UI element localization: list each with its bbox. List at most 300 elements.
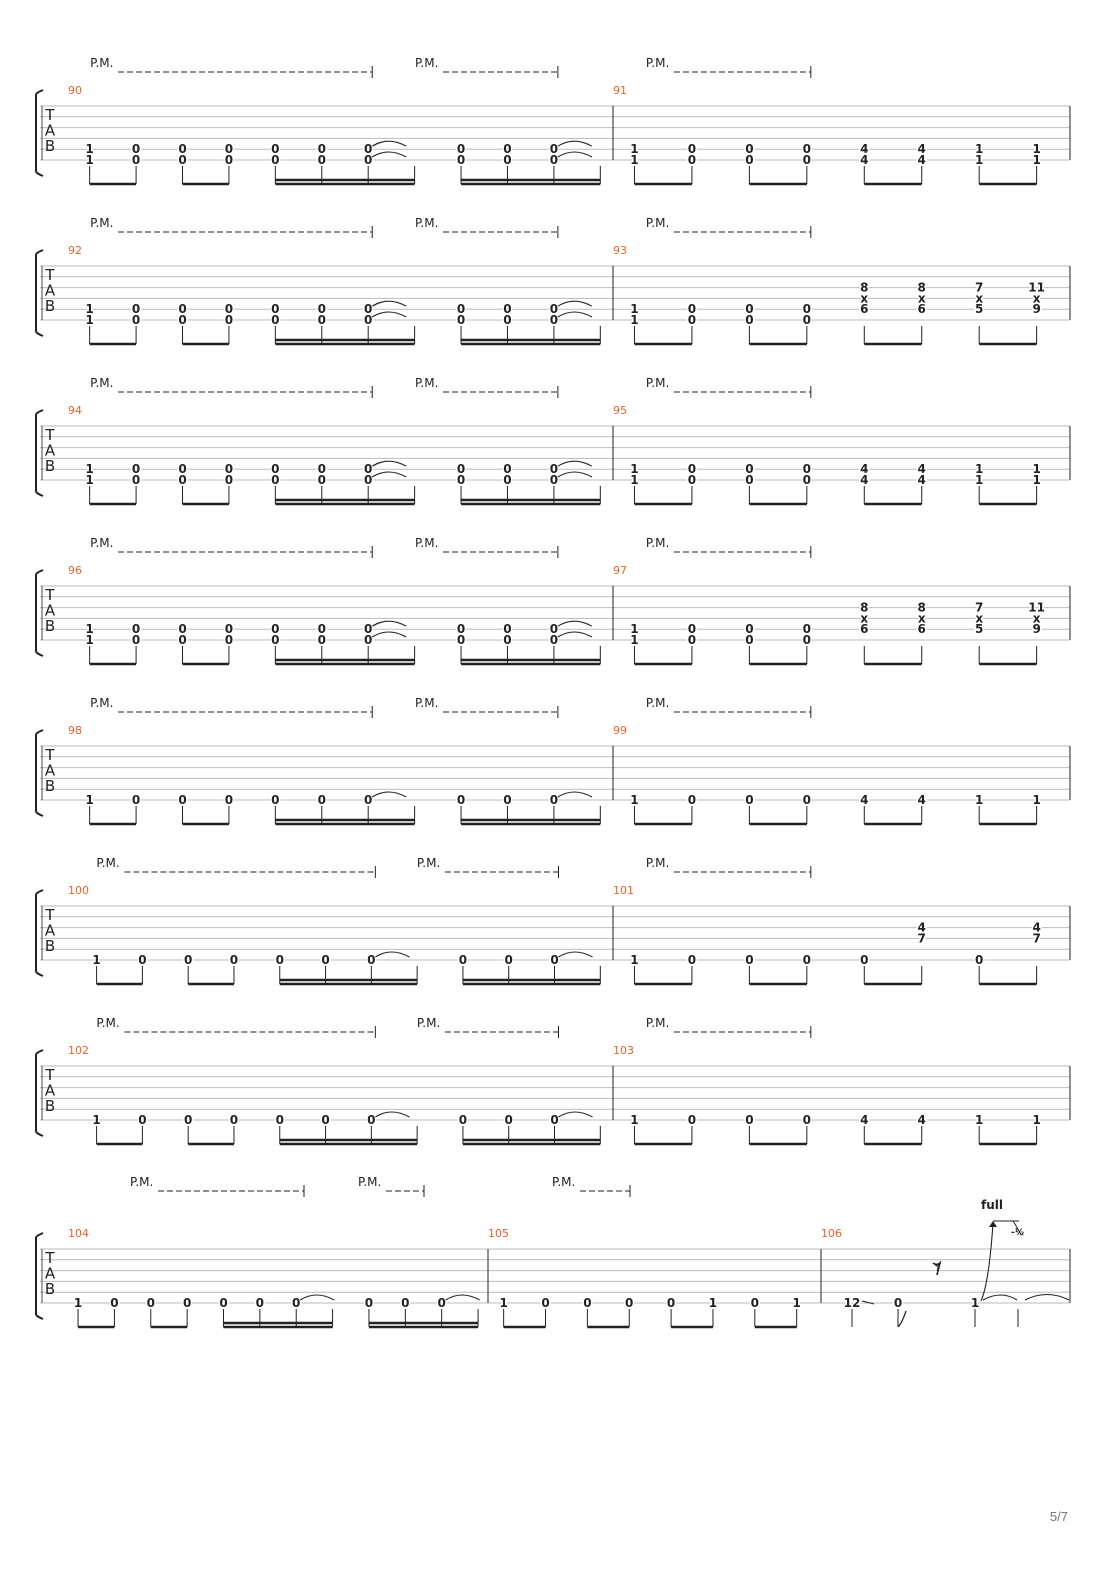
fret-number: 1 — [499, 1296, 508, 1310]
tab-clef-letter: B — [44, 137, 56, 155]
fret-number: 0 — [317, 313, 326, 327]
measure-number: 97 — [613, 564, 627, 577]
palm-mute-label: P.M. — [96, 856, 120, 870]
tab-system — [36, 536, 1070, 664]
fret-number: 7 — [975, 280, 984, 295]
fret-number: 11 — [1028, 600, 1045, 615]
fret-number: 0 — [687, 302, 697, 317]
fret-number: 4 — [917, 153, 926, 167]
bend-curve — [981, 1223, 993, 1301]
bend-arrow — [989, 1221, 997, 1227]
fret-number: 1 — [85, 142, 94, 157]
fret-number: 1 — [708, 1296, 718, 1310]
palm-mute-label: P.M. — [90, 696, 114, 710]
fret-number: 1 — [630, 953, 639, 967]
fret-number: 1 — [1032, 793, 1041, 807]
fret-number: 0 — [224, 462, 234, 477]
fret-number: 0 — [178, 633, 187, 647]
fret-number: 0 — [549, 153, 559, 167]
palm-mute-label: P.M. — [130, 1175, 154, 1189]
fret-number: 1 — [630, 633, 639, 647]
measure-number: 101 — [613, 884, 634, 897]
measure — [68, 856, 600, 984]
measure-number: 95 — [613, 404, 627, 417]
tie-arc — [558, 472, 592, 477]
fret-number: 0 — [321, 953, 330, 967]
fret-number: 1 — [975, 153, 984, 167]
fret-number: 0 — [178, 153, 187, 167]
fret-number: 8 — [917, 280, 926, 295]
tab-system — [36, 1175, 1070, 1327]
fret-number: 0 — [503, 153, 512, 167]
tab-clef-letter: T — [45, 426, 55, 444]
tab-clef-letter: A — [44, 281, 56, 300]
fret-number: 0 — [224, 153, 234, 167]
fret-number: 0 — [456, 633, 466, 647]
fret-number: 0 — [503, 302, 512, 317]
fret-number: 0 — [224, 313, 234, 327]
palm-mute-label: P.M. — [645, 376, 670, 390]
fret-number: 4 — [917, 793, 926, 807]
tie-arc — [372, 472, 406, 477]
tie-arc — [372, 141, 406, 146]
fret-number: 0 — [503, 473, 512, 487]
fret-number: 0 — [317, 462, 326, 477]
measure-number: 102 — [68, 1044, 89, 1057]
fret-number: 0 — [224, 142, 234, 157]
fret-number: 11 — [1028, 280, 1045, 295]
fret-number: 0 — [219, 1296, 228, 1310]
fret-number: 0 — [503, 622, 512, 637]
fret-number: 0 — [178, 793, 187, 807]
fret-number: 0 — [893, 1296, 903, 1310]
fret-number: 0 — [183, 1113, 193, 1127]
fret-number: 0 — [802, 142, 812, 157]
fret-number: 0 — [138, 953, 147, 967]
palm-mute-label: P.M. — [415, 536, 439, 550]
fret-number: 0 — [183, 953, 193, 967]
palm-mute-label: P.M. — [358, 1175, 382, 1189]
fret-number: 0 — [503, 462, 512, 477]
fret-number: 8 — [917, 600, 926, 615]
fret-number: 1 — [630, 473, 639, 487]
fret-number: 5 — [975, 622, 984, 637]
fret-number: 12 — [843, 1296, 861, 1310]
measure-number: 98 — [68, 724, 82, 737]
tab-clef-letter: B — [44, 617, 56, 635]
tie-arc — [372, 301, 406, 306]
fret-number: 1 — [73, 1296, 83, 1310]
fret-number: 0 — [271, 302, 280, 317]
fret-number: x — [975, 611, 984, 626]
fret-number: 0 — [178, 622, 187, 637]
palm-mute-label: P.M. — [645, 216, 670, 230]
tab-clef-letter: T — [45, 266, 55, 284]
fret-number: 0 — [975, 953, 984, 967]
fret-number: 1 — [630, 142, 639, 157]
fret-number: 0 — [271, 313, 280, 327]
fret-number: 7 — [1032, 931, 1041, 946]
fret-number: x — [917, 291, 926, 306]
fret-number: 1 — [85, 462, 94, 477]
fret-number: 0 — [182, 1296, 192, 1310]
fret-number: 0 — [229, 1113, 239, 1127]
measure — [68, 536, 600, 664]
eighth-rest: 𝄾 — [935, 1258, 940, 1277]
fret-number: 1 — [1032, 142, 1041, 157]
fret-number: x — [1032, 611, 1041, 626]
fret-number: 0 — [321, 1113, 330, 1127]
tab-clef-letter: T — [45, 906, 55, 924]
fret-number: 4 — [917, 1113, 926, 1127]
bend-amount: full — [981, 1198, 1003, 1212]
tie-arc — [372, 152, 406, 157]
fret-number: 4 — [1032, 920, 1041, 935]
fret-number: 1 — [975, 142, 984, 157]
fret-number: 0 — [224, 622, 234, 637]
palm-mute-label: P.M. — [645, 56, 670, 70]
fret-number: 7 — [917, 931, 926, 946]
fret-number: 1 — [85, 313, 94, 327]
fret-number: 0 — [456, 622, 466, 637]
measure-number: 91 — [613, 84, 627, 97]
fret-number: 0 — [364, 633, 373, 647]
fret-number: 0 — [317, 633, 326, 647]
fret-number: 1 — [92, 953, 101, 967]
tab-system — [36, 696, 1070, 824]
fret-number: 1 — [92, 1113, 101, 1127]
fret-number: 0 — [138, 1113, 147, 1127]
fret-number: x — [860, 611, 869, 626]
fret-number: 0 — [687, 953, 697, 967]
tie-arc — [372, 461, 406, 466]
fret-number: 0 — [275, 1113, 284, 1127]
fret-number: 1 — [630, 302, 639, 317]
fret-number: 1 — [85, 473, 94, 487]
fret-number: 0 — [367, 953, 376, 967]
fret-number: 0 — [860, 953, 869, 967]
fret-number: 6 — [917, 622, 926, 637]
tie-arc — [558, 152, 592, 157]
fret-number: 1 — [975, 793, 984, 807]
fret-number: 4 — [860, 793, 869, 807]
palm-mute-label: P.M. — [552, 1175, 576, 1189]
fret-number: 0 — [745, 953, 754, 967]
fret-number: 6 — [860, 302, 869, 317]
fret-number: 0 — [364, 622, 373, 637]
tab-clef-letter: A — [44, 921, 56, 940]
fret-number: 0 — [364, 793, 373, 807]
tab-clef-letter: B — [44, 457, 56, 475]
fret-number: 0 — [401, 1296, 410, 1310]
fret-number: 0 — [687, 153, 697, 167]
fret-number: 0 — [745, 142, 754, 157]
tie-arc — [372, 621, 406, 626]
fret-number: 0 — [458, 1113, 468, 1127]
fret-number: 0 — [271, 153, 280, 167]
measure-number: 100 — [68, 884, 89, 897]
fret-number: 0 — [503, 142, 512, 157]
fret-number: 0 — [666, 1296, 676, 1310]
tie-arc — [559, 1112, 593, 1117]
fret-number: 0 — [456, 462, 466, 477]
fret-number: 0 — [224, 633, 234, 647]
fret-number: 0 — [317, 153, 326, 167]
fret-number: 0 — [271, 633, 280, 647]
palm-mute-label: P.M. — [415, 376, 439, 390]
fret-number: 1 — [630, 1113, 639, 1127]
fret-number: 4 — [860, 142, 869, 157]
fret-number: 0 — [549, 142, 559, 157]
tie-arc — [558, 621, 592, 626]
fret-number: 0 — [549, 313, 559, 327]
fret-number: 0 — [131, 793, 141, 807]
fret-number: 0 — [687, 473, 697, 487]
fret-number: 0 — [224, 473, 234, 487]
fret-number: 0 — [131, 622, 141, 637]
fret-number: 0 — [271, 793, 280, 807]
measure — [488, 1227, 801, 1327]
fret-number: 0 — [255, 1296, 265, 1310]
fret-number: x — [917, 611, 926, 626]
fret-number: 0 — [583, 1296, 592, 1310]
measure — [68, 1016, 600, 1144]
fret-number: 9 — [1032, 622, 1041, 637]
fret-number: 1 — [1032, 1113, 1041, 1127]
fret-number: 0 — [687, 462, 697, 477]
tab-clef-letter: B — [44, 937, 56, 955]
fret-number: 0 — [131, 462, 141, 477]
fret-number: 4 — [917, 142, 926, 157]
palm-mute-label: P.M. — [416, 856, 441, 870]
fret-number: 1 — [85, 302, 94, 317]
fret-number: 0 — [364, 142, 373, 157]
measure — [68, 56, 600, 184]
fret-number: 0 — [745, 1113, 754, 1127]
fret-number: 0 — [687, 793, 697, 807]
fret-number: 1 — [630, 793, 639, 807]
fret-number: 8 — [860, 600, 869, 615]
fret-number: 1 — [85, 622, 94, 637]
palm-mute-label: P.M. — [645, 536, 670, 550]
palm-mute-label: P.M. — [645, 696, 670, 710]
tie-arc — [559, 952, 593, 957]
fret-number: 0 — [550, 1113, 559, 1127]
fret-number: 0 — [504, 953, 513, 967]
fret-number: 0 — [802, 953, 812, 967]
tie-arc — [558, 301, 592, 306]
fret-number: 0 — [802, 313, 812, 327]
tab-clef-letter: A — [44, 441, 56, 460]
tab-system — [36, 216, 1070, 344]
measure-number: 96 — [68, 564, 82, 577]
tie-arc — [372, 792, 406, 797]
tie-arc — [558, 141, 592, 146]
fret-number: x — [975, 291, 984, 306]
palm-mute-label: P.M. — [416, 1016, 441, 1030]
fret-number: 0 — [131, 633, 141, 647]
tab-clef-letter: A — [44, 601, 56, 620]
palm-mute-label: P.M. — [90, 216, 114, 230]
tie-arc — [558, 461, 592, 466]
tab-clef-letter: B — [44, 1097, 56, 1115]
fret-number: 0 — [364, 1296, 374, 1310]
fret-number: 0 — [750, 1296, 760, 1310]
tab-clef-letter: T — [45, 1066, 55, 1084]
palm-mute-label: P.M. — [96, 1016, 120, 1030]
fret-number: 0 — [802, 1113, 812, 1127]
fret-number: 1 — [970, 1296, 980, 1310]
tie-arc — [372, 312, 406, 317]
fret-number: 0 — [550, 953, 559, 967]
measure — [821, 1198, 1069, 1327]
measure-number: 94 — [68, 404, 82, 417]
measure — [613, 536, 1045, 664]
fret-number: 0 — [503, 793, 512, 807]
fret-number: 0 — [317, 622, 326, 637]
fret-number: 0 — [456, 142, 466, 157]
measure — [68, 376, 600, 504]
palm-mute-label: P.M. — [90, 376, 114, 390]
fret-number: 0 — [745, 622, 754, 637]
fret-number: 0 — [271, 622, 280, 637]
fret-number: 1 — [630, 153, 639, 167]
tab-system — [36, 856, 1070, 984]
measure-number: 93 — [613, 244, 627, 257]
fret-number: 0 — [745, 153, 754, 167]
fret-number: 0 — [131, 153, 141, 167]
measure-number: 106 — [821, 1227, 842, 1240]
fret-number: 0 — [178, 142, 187, 157]
fret-number: 0 — [178, 473, 187, 487]
bend-release: -½ — [1011, 1228, 1025, 1238]
tab-system — [36, 376, 1070, 504]
fret-number: 0 — [745, 462, 754, 477]
fret-number: 0 — [549, 473, 559, 487]
tab-clef-letter: B — [44, 777, 56, 795]
fret-number: 6 — [860, 622, 869, 637]
measure — [613, 696, 1041, 824]
fret-number: 4 — [860, 473, 869, 487]
fret-number: 0 — [456, 153, 466, 167]
fret-number: 0 — [503, 633, 512, 647]
fret-number: 0 — [367, 1113, 376, 1127]
fret-number: 0 — [275, 953, 284, 967]
fret-number: 0 — [224, 793, 234, 807]
fret-number: 1 — [975, 473, 984, 487]
fret-number: 0 — [317, 473, 326, 487]
note-flag — [898, 1311, 906, 1327]
fret-number: 0 — [317, 793, 326, 807]
fret-number: 0 — [178, 462, 187, 477]
fret-number: 0 — [687, 633, 697, 647]
tab-system — [36, 1016, 1070, 1144]
palm-mute-label: P.M. — [415, 56, 439, 70]
fret-number: 7 — [975, 600, 984, 615]
fret-number: 1 — [1032, 462, 1041, 477]
tab-clef-letter: T — [45, 1249, 55, 1267]
fret-number: 0 — [271, 462, 280, 477]
palm-mute-label: P.M. — [415, 216, 439, 230]
fret-number: 0 — [745, 313, 754, 327]
tab-clef-letter: T — [45, 106, 55, 124]
fret-number: 0 — [146, 1296, 155, 1310]
fret-number: 4 — [860, 153, 869, 167]
fret-number: 0 — [317, 302, 326, 317]
page-number: 5/7 — [1049, 1509, 1068, 1524]
fret-number: 0 — [802, 633, 812, 647]
tab-clef-letter: T — [45, 746, 55, 764]
fret-number: 0 — [802, 793, 812, 807]
fret-number: 1 — [1032, 153, 1041, 167]
fret-number: 4 — [917, 473, 926, 487]
fret-number: 0 — [745, 793, 754, 807]
fret-number: 1 — [630, 462, 639, 477]
tab-clef-letter: A — [44, 761, 56, 780]
measure — [613, 376, 1041, 504]
fret-number: 0 — [364, 473, 373, 487]
palm-mute-label: P.M. — [90, 536, 114, 550]
fret-number: 1 — [85, 793, 94, 807]
fret-number: 4 — [917, 920, 926, 935]
fret-number: 0 — [503, 313, 512, 327]
fret-number: 0 — [802, 622, 812, 637]
fret-number: 0 — [224, 302, 234, 317]
fret-number: 0 — [549, 633, 559, 647]
fret-number: 0 — [317, 142, 326, 157]
fret-number: 1 — [630, 313, 639, 327]
fret-number: x — [860, 291, 869, 306]
fret-number: 0 — [364, 313, 373, 327]
tie-arc — [983, 1295, 1017, 1300]
tie-arc — [446, 1295, 480, 1300]
tie-arc — [300, 1295, 334, 1300]
measure-number: 104 — [68, 1227, 89, 1240]
fret-number: 0 — [687, 313, 697, 327]
fret-number: 0 — [271, 473, 280, 487]
palm-mute-label: P.M. — [90, 56, 114, 70]
palm-mute-label: P.M. — [645, 1016, 670, 1030]
measure — [613, 856, 1041, 984]
fret-number: 0 — [456, 793, 466, 807]
fret-number: 0 — [271, 142, 280, 157]
fret-number: 0 — [292, 1296, 301, 1310]
fret-number: x — [1032, 291, 1041, 306]
fret-number: 0 — [745, 633, 754, 647]
fret-number: 0 — [802, 473, 812, 487]
tab-clef-letter: A — [44, 121, 56, 140]
fret-number: 0 — [549, 622, 559, 637]
measure-number: 103 — [613, 1044, 634, 1057]
fret-number: 5 — [975, 302, 984, 317]
fret-number: 0 — [625, 1296, 634, 1310]
fret-number: 0 — [802, 153, 812, 167]
measure — [613, 1016, 1041, 1144]
fret-number: 0 — [131, 302, 141, 317]
fret-number: 0 — [458, 953, 468, 967]
fret-number: 0 — [178, 313, 187, 327]
fret-number: 0 — [745, 302, 754, 317]
fret-number: 0 — [687, 1113, 697, 1127]
measure-number: 99 — [613, 724, 627, 737]
fret-number: 0 — [549, 302, 559, 317]
fret-number: 0 — [745, 473, 754, 487]
fret-number: 0 — [364, 302, 373, 317]
measure — [68, 1227, 480, 1327]
fret-number: 9 — [1032, 302, 1041, 317]
tab-clef-letter: B — [44, 1280, 56, 1298]
fret-number: 0 — [364, 462, 373, 477]
